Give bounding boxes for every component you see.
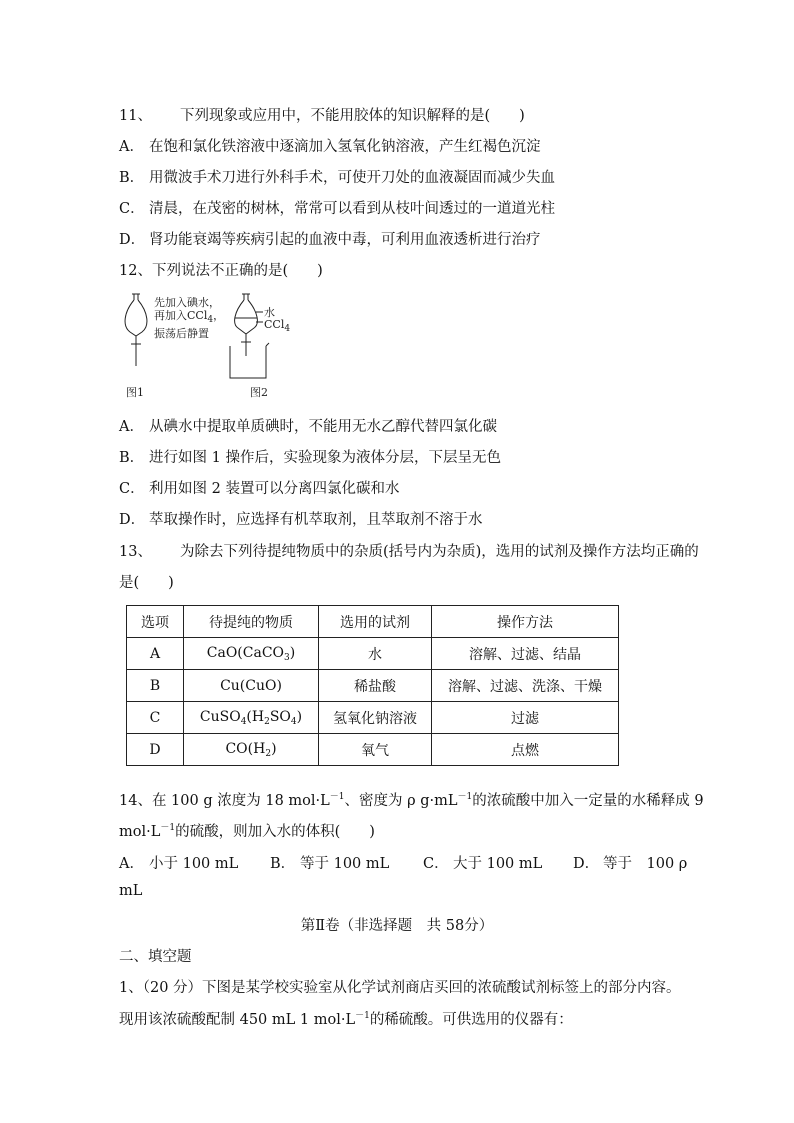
q13-number: 13、	[119, 544, 152, 560]
table-cell-method: 过滤	[432, 702, 619, 734]
q12-option-c	[119, 477, 399, 498]
q13-options-table	[126, 605, 619, 766]
q13-stem-line1	[119, 540, 699, 561]
q11-option-c	[119, 197, 555, 218]
option-letter: A．	[119, 139, 144, 155]
q12-number: 12、	[119, 263, 152, 279]
section2-q1-line2: 现用该浓硫酸配制 450 mL 1 $mol\cdot L^{-1}$的稀硫酸。可供选用的仪器有：	[119, 1011, 573, 1028]
table-cell-substance: $CuSO_4(H_2SO_4)$	[184, 702, 319, 734]
table-cell-reagent: 稀盐酸	[319, 670, 432, 702]
q14-option-c	[423, 852, 542, 873]
section2-q1-line1: 1、（20 分）下图是某学校实验室从化学试剂商店买回的浓硫酸试剂标签上的部分内容。	[119, 980, 681, 996]
option-text: 萃取操作时，应选择有机萃取剂，且萃取剂不溶于水	[149, 512, 483, 528]
table-cell-option: B	[127, 670, 184, 702]
option-text: 肾功能衰竭等疾病引起的血液中毒，可利用血液透析进行治疗	[149, 232, 541, 248]
table-cell-reagent: 氧气	[319, 734, 432, 766]
table-row	[127, 670, 619, 702]
q14-stem-line2: $mol\cdot L^{-1}$的硫酸，则加入水的体积( )	[119, 823, 375, 840]
table-cell-substance: CaO(CaCO$_3$)	[184, 638, 319, 670]
q12-stem: 下列说法不正确的是( )	[151, 263, 323, 279]
q14-stem-line1: 14、在 100 g 浓度为 18 $mol\cdot L^{-1}$、密度为 ρ $g\cdot mL^{-1}$的浓硫酸中加入一定量的水稀释成 9	[119, 792, 704, 809]
q14-option-b	[270, 852, 389, 873]
table-cell-substance: Cu(CuO)	[184, 670, 319, 702]
table-header-cell: 操作方法	[432, 606, 619, 638]
table-cell-reagent: 水	[319, 638, 432, 670]
table-cell-method: 溶解、过滤、结晶	[432, 638, 619, 670]
table-cell-substance: $CO(H_2)$	[184, 734, 319, 766]
option-text: 利用如图 2 装置可以分离四氯化碳和水	[149, 481, 400, 497]
table-row	[127, 702, 619, 734]
table-header-row	[127, 606, 619, 638]
table-cell-reagent: 氢氧化钠溶液	[319, 702, 432, 734]
option-text: 大于 100 mL	[453, 856, 543, 872]
q14-option-a	[119, 852, 238, 873]
q11-option-d	[119, 228, 541, 249]
q14-option-d-wrap: mL	[119, 883, 143, 899]
table-header-cell: 选用的试剂	[319, 606, 432, 638]
q12-apparatus-figure	[118, 292, 298, 402]
option-letter: A．	[119, 419, 144, 435]
option-letter: C．	[423, 856, 449, 872]
q13-stem-line2: 是( )	[119, 575, 174, 591]
fig2-label-water: 水	[264, 306, 275, 319]
q11-stem: 下列现象或应用中，不能用胶体的知识解释的是( )	[179, 108, 525, 124]
option-text: 进行如图 1 操作后，实验现象为液体分层，下层呈无色	[149, 450, 501, 466]
table-header-cell: 待提纯的物质	[184, 606, 319, 638]
q13-stem: 为除去下列待提纯物质中的杂质(括号内为杂质)，选用的试剂及操作方法均正确的	[179, 544, 699, 560]
fig2-label-ccl4: CCl$_4$	[264, 318, 291, 334]
option-letter: D．	[119, 512, 146, 528]
option-text: 清晨，在茂密的树林，常常可以看到从枝叶间透过的一道道光柱	[149, 201, 555, 217]
q12-option-b	[119, 446, 501, 467]
table-cell-option: A	[127, 638, 184, 670]
option-letter: D．	[119, 232, 146, 248]
option-text: 在饱和氯化铁溶液中逐滴加入氢氧化钠溶液，产生红褐色沉淀	[149, 139, 541, 155]
q11-option-a	[119, 135, 541, 156]
option-letter: B．	[119, 450, 145, 466]
q11-option-b	[119, 166, 555, 187]
fig1-funnel	[125, 294, 147, 366]
fig1-instruction-note: 先加入碘水， 再加入CCl$_4$， 振荡后静置	[154, 296, 225, 340]
option-letter: C．	[119, 481, 145, 497]
option-text: 用微波手术刀进行外科手术，可使开刀处的血液凝固而减少失血	[149, 170, 555, 186]
table-cell-option: D	[127, 734, 184, 766]
q11-number: 11、	[119, 108, 152, 124]
option-text: 从碘水中提取单质碘时，不能用无水乙醇代替四氯化碳	[149, 419, 497, 435]
table-row	[127, 638, 619, 670]
section2-title: 第Ⅱ卷（非选择题 共 58分）	[300, 918, 494, 934]
option-letter: D．	[573, 856, 600, 872]
option-letter: A．	[119, 856, 144, 872]
q12-option-a	[119, 415, 497, 436]
fig2-caption: 图2	[250, 386, 268, 399]
option-text: 小于 100 mL	[149, 856, 239, 872]
table-row	[127, 734, 619, 766]
option-text: 等于 100 mL	[300, 856, 390, 872]
q12-stem-line	[119, 259, 323, 280]
table-cell-method: 溶解、过滤、洗涤、干燥	[432, 670, 619, 702]
option-letter: B．	[270, 856, 296, 872]
option-letter: B．	[119, 170, 145, 186]
fig2-funnel	[235, 294, 263, 356]
fig1-caption: 图1	[126, 386, 144, 399]
fig2-beaker	[230, 343, 269, 378]
table-cell-method: 点燃	[432, 734, 619, 766]
q14-option-d	[573, 852, 687, 873]
q11-stem-line	[119, 104, 525, 125]
option-text: 等于 100 ρ	[603, 856, 688, 872]
q12-option-d	[119, 508, 483, 529]
option-letter: C．	[119, 201, 145, 217]
table-header-cell: 选项	[127, 606, 184, 638]
section2-heading: 二、填空题	[119, 949, 192, 965]
table-cell-option: C	[127, 702, 184, 734]
